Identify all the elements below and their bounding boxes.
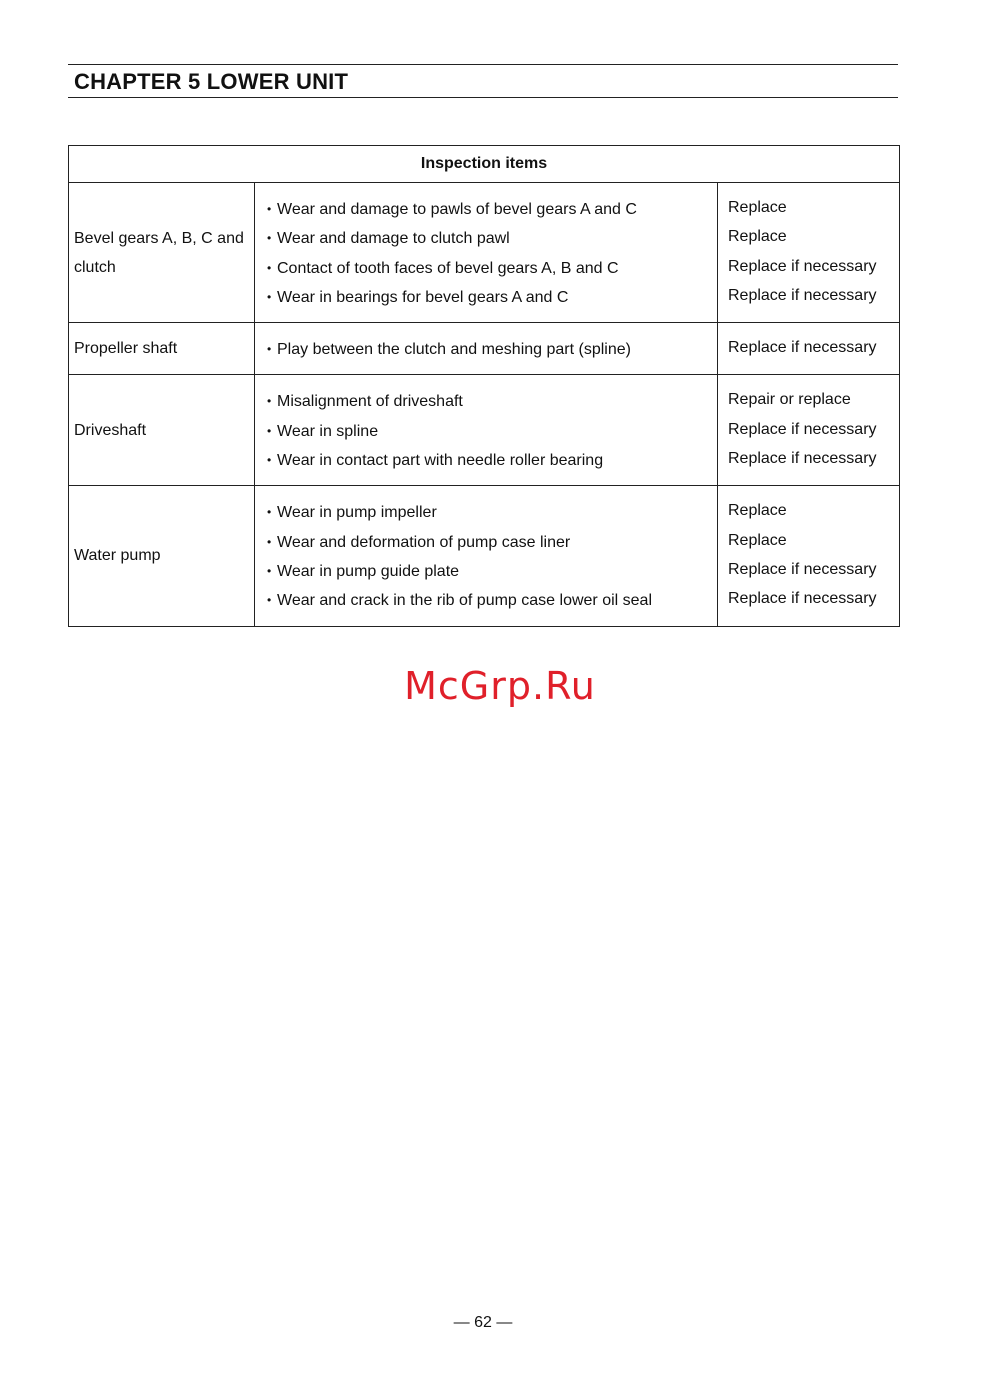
- bullet-icon: •: [267, 423, 272, 438]
- action-cell: [718, 183, 900, 323]
- inspection-item: [267, 224, 717, 253]
- bullet-icon: •: [267, 534, 272, 549]
- action-item: Replace: [728, 228, 787, 246]
- inspection-items-cell: [255, 323, 718, 375]
- inspection-items-cell: [255, 375, 718, 486]
- inspection-item: [267, 335, 717, 364]
- action-cell: [718, 375, 900, 486]
- bullet-icon: •: [267, 593, 272, 608]
- inspection-item: [267, 446, 717, 475]
- component-cell: Driveshaft: [69, 375, 255, 486]
- inspection-item-text: Wear in spline: [277, 422, 379, 440]
- inspection-item-text: Play between the clutch and meshing part (spline): [277, 341, 631, 359]
- bullet-icon: •: [267, 505, 272, 520]
- action-item: Repair or replace: [728, 391, 851, 409]
- page-number: — 62 —: [453, 1314, 513, 1331]
- table-row: [69, 323, 900, 375]
- table-header-row: [69, 146, 900, 183]
- action-item: Replace if necessary: [728, 420, 877, 438]
- inspection-item-text: Contact of tooth faces of bevel gears A, B and C: [277, 259, 619, 277]
- action-item: Replace if necessary: [728, 590, 877, 608]
- inspection-item: [267, 195, 717, 224]
- bullet-icon: •: [267, 202, 272, 216]
- bullet-icon: •: [267, 231, 272, 246]
- bullet-icon: •: [267, 394, 272, 409]
- action-item: Replace: [728, 531, 787, 549]
- bullet-icon: •: [267, 289, 272, 304]
- watermark-logo: McGrp.Ru: [404, 664, 596, 708]
- table-row: [69, 375, 900, 486]
- inspection-item-text: Misalignment of driveshaft: [277, 393, 463, 411]
- inspection-item: [267, 498, 717, 527]
- inspection-item-text: Wear and damage to pawls of bevel gears A and C: [277, 201, 637, 218]
- action-cell: [718, 323, 900, 375]
- component-cell: Propeller shaft: [69, 323, 255, 375]
- table-header: Inspection items: [69, 146, 900, 183]
- inspection-item: [267, 557, 717, 586]
- inspection-item: [267, 528, 717, 557]
- inspection-item: [267, 254, 717, 283]
- chapter-header: [68, 64, 898, 98]
- inspection-items-cell: [255, 183, 718, 323]
- inspection-item-text: Wear and damage to clutch pawl: [277, 230, 510, 248]
- inspection-table: [68, 145, 900, 627]
- inspection-item: [267, 586, 717, 615]
- action-item: Replace: [728, 199, 787, 216]
- inspection-items-cell: [255, 486, 718, 626]
- inspection-item-text: Wear and deformation of pump case liner: [277, 533, 571, 551]
- action-item: Replace if necessary: [728, 257, 877, 275]
- action-item: Replace if necessary: [728, 339, 877, 357]
- component-cell: Water pump: [69, 486, 255, 626]
- table-row: [69, 486, 900, 626]
- table-body: [69, 183, 900, 627]
- inspection-item-text: Wear in pump impeller: [277, 504, 437, 522]
- component-cell: Bevel gears A, B, C and clutch: [69, 183, 255, 323]
- action-item: Replace: [728, 502, 787, 520]
- inspection-item: [267, 417, 717, 446]
- action-item: Replace if necessary: [728, 450, 877, 468]
- bullet-icon: •: [267, 563, 272, 578]
- chapter-title: CHAPTER 5 LOWER UNIT: [74, 69, 349, 94]
- bullet-icon: •: [267, 260, 272, 275]
- bullet-icon: •: [267, 342, 272, 357]
- bullet-icon: •: [267, 453, 272, 468]
- inspection-item: [267, 283, 717, 312]
- inspection-item-text: Wear in bearings for bevel gears A and C: [277, 288, 569, 306]
- inspection-item-text: Wear in pump guide plate: [277, 562, 460, 580]
- inspection-item: [267, 387, 717, 416]
- table-row: [69, 183, 900, 323]
- action-item: Replace if necessary: [728, 286, 877, 304]
- inspection-item-text: Wear and crack in the rib of pump case lower oil seal: [277, 592, 652, 610]
- action-cell: [718, 486, 900, 626]
- inspection-item-text: Wear in contact part with needle roller bearing: [277, 452, 604, 470]
- action-item: Replace if necessary: [728, 560, 877, 578]
